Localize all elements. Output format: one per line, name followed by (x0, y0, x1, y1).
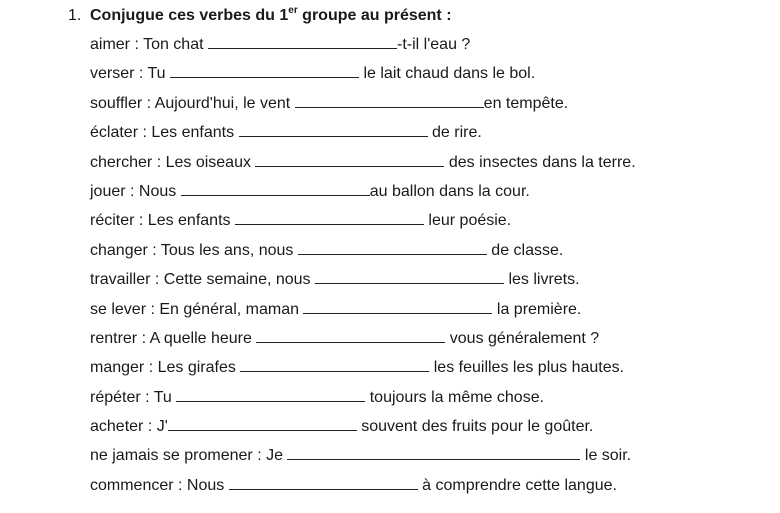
sentence-start: Les girafes (153, 359, 241, 377)
answer-blank[interactable] (240, 357, 429, 372)
sentence-end: des insectes dans la terre. (444, 153, 636, 171)
answer-blank[interactable] (176, 387, 365, 402)
exercise-row (90, 353, 770, 382)
exercise-row (90, 471, 770, 500)
verb-label: jouer : (90, 182, 135, 200)
verb-label: réciter : (90, 212, 144, 230)
sentence-end: les feuilles les plus hautes. (429, 359, 625, 377)
exercise-row (90, 295, 770, 324)
verb-label: manger : (90, 359, 154, 377)
sentence-start: Aujourd'hui, le vent (151, 94, 295, 112)
sentence-start: Ton chat (138, 36, 208, 53)
verb-label: se lever : (90, 300, 155, 318)
sentence-end: le soir. (580, 447, 632, 465)
exercise-row (90, 324, 770, 353)
exercise-row (90, 89, 770, 118)
verb-label: travailler : (90, 271, 160, 289)
exercise-row (90, 30, 770, 59)
answer-blank[interactable] (298, 240, 487, 255)
sentence-start: A quelle heure (146, 329, 257, 347)
answer-blank[interactable] (235, 210, 424, 225)
sentence-start: En général, maman (154, 300, 304, 318)
answer-blank[interactable] (181, 181, 370, 196)
answer-blank[interactable] (295, 93, 484, 108)
sentence-start: Cette semaine, nous (159, 271, 315, 289)
exercise-row (90, 412, 770, 441)
sentence-end: à comprendre cette langue. (417, 476, 617, 494)
exercise-title-text: Conjugue ces verbes du 1 (90, 7, 289, 24)
answer-blank[interactable] (170, 63, 359, 78)
verb-label: aimer : (90, 36, 139, 53)
sentence-start: Les oiseaux (161, 153, 256, 171)
answer-blank[interactable] (208, 34, 397, 49)
answer-blank[interactable] (256, 328, 445, 343)
sentence-end: souvent des fruits pour le goûter. (356, 418, 594, 436)
exercise-row (90, 59, 770, 88)
exercise-title-superscript: er (288, 4, 298, 16)
sentence-start: Les enfants (143, 212, 235, 230)
sentence-start: Les enfants (146, 124, 239, 142)
exercise-number: 1. (68, 7, 82, 24)
exercise-list (90, 30, 770, 500)
verb-label: éclater : (90, 124, 147, 142)
exercise-heading (68, 4, 452, 28)
exercise-title (90, 4, 452, 24)
verb-label: acheter : (90, 418, 153, 436)
sentence-start: Nous (134, 182, 181, 200)
sentence-start: J' (152, 418, 168, 436)
verb-label: changer : (90, 241, 157, 259)
sentence-start: Je (261, 447, 288, 465)
verb-label: répéter : (90, 388, 150, 406)
answer-blank[interactable] (287, 445, 580, 460)
exercise-row (90, 148, 770, 177)
exercise-row (90, 383, 770, 412)
sentence-start: Tous les ans, nous (156, 241, 298, 259)
sentence-end: de rire. (427, 124, 482, 142)
sentence-end: -t-il l'eau ? (397, 36, 471, 53)
answer-blank[interactable] (239, 122, 428, 137)
exercise-row (90, 265, 770, 294)
sentence-end: les livrets. (504, 271, 580, 289)
exercise-row (90, 177, 770, 206)
sentence-end: toujours la même chose. (365, 388, 545, 406)
sentence-start: Tu (143, 65, 171, 83)
exercise-row (90, 118, 770, 147)
verb-label: souffler : (90, 94, 152, 112)
verb-label: verser : (90, 65, 144, 83)
verb-label: commencer : (90, 476, 183, 494)
sentence-end: leur poésie. (423, 212, 512, 230)
exercise-row (90, 236, 770, 265)
answer-blank[interactable] (255, 152, 444, 167)
sentence-end: la première. (492, 300, 582, 318)
answer-blank[interactable] (229, 475, 418, 490)
answer-blank[interactable] (168, 416, 357, 431)
sentence-end: le lait chaud dans le bol. (359, 65, 536, 83)
sentence-end: vous généralement ? (445, 329, 600, 347)
verb-label: ne jamais se promener : (90, 447, 262, 465)
sentence-start: Nous (182, 476, 229, 494)
exercise-row (90, 206, 770, 235)
sentence-end: au ballon dans la cour. (369, 182, 530, 200)
sentence-end: en tempête. (483, 94, 569, 112)
sentence-end: de classe. (486, 241, 564, 259)
exercise-title-text-end: groupe au présent : (297, 7, 452, 24)
verb-label: chercher : (90, 153, 162, 171)
answer-blank[interactable] (303, 299, 492, 314)
answer-blank[interactable] (315, 269, 504, 284)
exercise-row (90, 441, 770, 470)
verb-label: rentrer : (90, 329, 147, 347)
sentence-start: Tu (149, 388, 177, 406)
